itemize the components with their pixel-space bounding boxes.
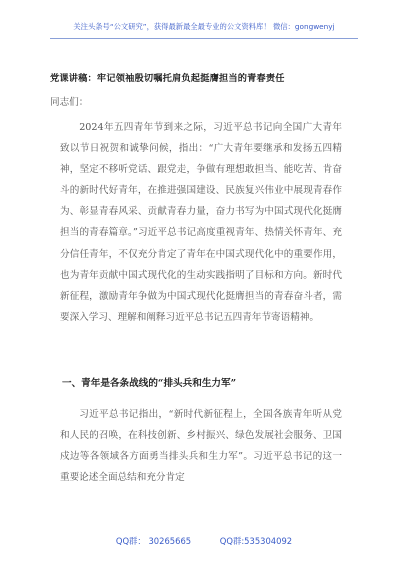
document-title: 党课讲稿：牢记领袖殷切嘱托肩负起挺膺担当的青春责任	[50, 73, 285, 84]
footer-qq-group-1: QQ群： 30265665	[115, 536, 192, 546]
section-paragraph: 习近平总书记指出，“新时代新征程上，全国各族青年听从党和人民的召唤，在科技创新、乡村振兴、绿色发展社会服务、卫国戍边等各领域各方面勇当排头兵和生力军”。习近平总书记的这一重要论述全面总结和充分肯定	[60, 409, 342, 484]
footer-contact	[0, 535, 408, 547]
footer-qq-group-2: QQ群:535304092	[219, 536, 293, 546]
top-promo-note: 关注头条号“公文研究”，获得最新最全最专业的公文资料库！ 微信：gongwenyj	[73, 22, 335, 31]
top-divider	[50, 38, 358, 39]
body-paragraph: 2024年五四青年节到来之际，习近平总书记向全国广大青年致以节日祝贺和诚挚问候，指出：“广大青年要继承和发扬五四精神，坚定不移听党话、跟党走，争做有理想敢担当、能吃苦、肯奋斗的新时代好青年，在推进强国建设、民族复兴伟业中展现青春作为、彰显青春风采、贡献青春力量，奋力书写为中国式现代化挺膺担当的青春篇章。”习近平总书记高度重视青年、热情关怀青年、充分信任青年，不仅充分肯定了青年在中国式现代化中的重要作用，也为青年贡献中国式现代化的生动实践指明了目标和方向。新时代新征程，激励青年争做为中国式现代化挺膺担当的青春奋斗者，需要深入学习、理解和阐释习近平总书记五四青年节寄语精神。	[60, 122, 342, 323]
salutation: 同志们：	[50, 97, 89, 108]
section-heading: 一、青年是各条战线的“排头兵和生力军”	[62, 378, 237, 389]
